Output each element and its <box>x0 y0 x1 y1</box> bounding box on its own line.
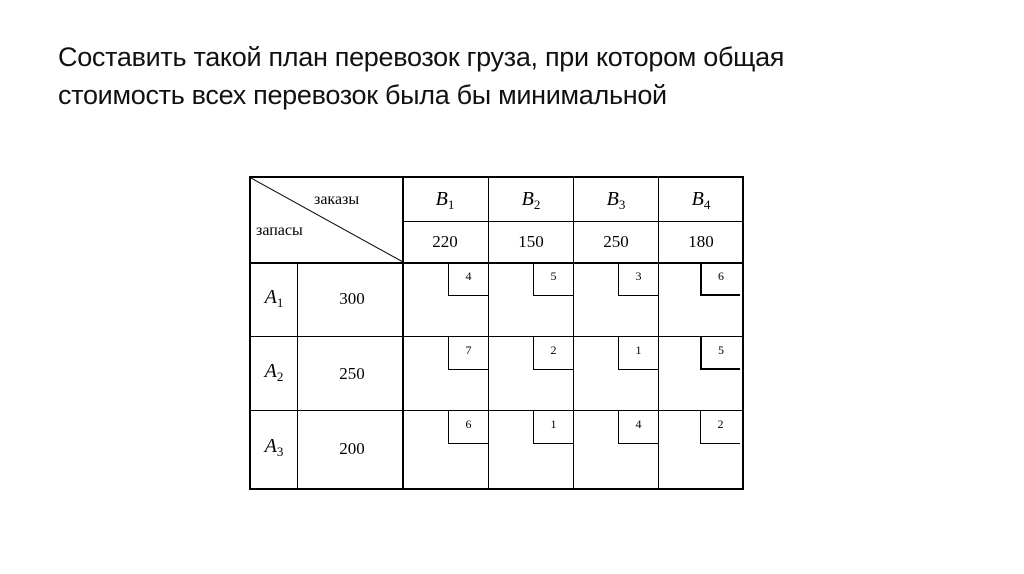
demand-b4: 180 <box>688 232 714 251</box>
cost-cell-a3-b4: 2 <box>700 411 740 444</box>
grid-line <box>402 221 742 222</box>
consumer-header-b1: $B_1$ <box>435 188 455 212</box>
cost-cell-a2-b1: 7 <box>448 337 488 370</box>
supplier-label-a3: $A_3$ <box>264 435 284 459</box>
slide-title-line-2: стоимость всех перевозок была бы минимальной <box>58 80 667 110</box>
slide-title-line-1: Составить такой план перевозок груза, при котором общая <box>58 42 785 72</box>
cost-cell-a2-b2: 2 <box>533 337 573 370</box>
demand-b1: 220 <box>432 232 458 251</box>
cost-cell-a3-b2: 1 <box>533 411 573 444</box>
header-stocks-label: запасы <box>256 222 303 239</box>
consumer-header-b3: $B_3$ <box>606 188 626 212</box>
transport-table <box>249 176 744 490</box>
grid-line <box>573 178 574 488</box>
cost-cell-a1-b2: 5 <box>533 263 573 296</box>
cost-cell-a3-b3: 4 <box>618 411 658 444</box>
grid-line <box>297 262 298 488</box>
cost-cell-a3-b1: 6 <box>448 411 488 444</box>
supplier-label-a2: $A_2$ <box>264 360 284 384</box>
demand-b2: 150 <box>518 232 544 251</box>
cost-cell-a1-b4: 6 <box>700 263 740 296</box>
consumer-header-b4: $B_4$ <box>691 188 711 212</box>
grid-line <box>251 336 742 337</box>
supplier-label-a1: $A_1$ <box>264 286 284 310</box>
consumer-header-b2: $B_2$ <box>521 188 541 212</box>
header-orders-label: заказы <box>314 191 360 208</box>
cost-cell-a2-b3: 1 <box>618 337 658 370</box>
demand-b3: 250 <box>603 232 629 251</box>
cost-cell-a1-b3: 3 <box>618 263 658 296</box>
cost-cell-a2-b4: 5 <box>700 337 740 370</box>
grid-line <box>658 178 659 488</box>
supply-a3: 200 <box>339 439 365 458</box>
grid-line <box>402 178 404 488</box>
supply-a1: 300 <box>339 289 365 308</box>
grid-line <box>251 262 742 264</box>
grid-line <box>488 178 489 488</box>
grid-line <box>251 410 742 411</box>
slide-title <box>58 38 978 114</box>
supply-a2: 250 <box>339 364 365 383</box>
cost-cell-a1-b1: 4 <box>448 263 488 296</box>
